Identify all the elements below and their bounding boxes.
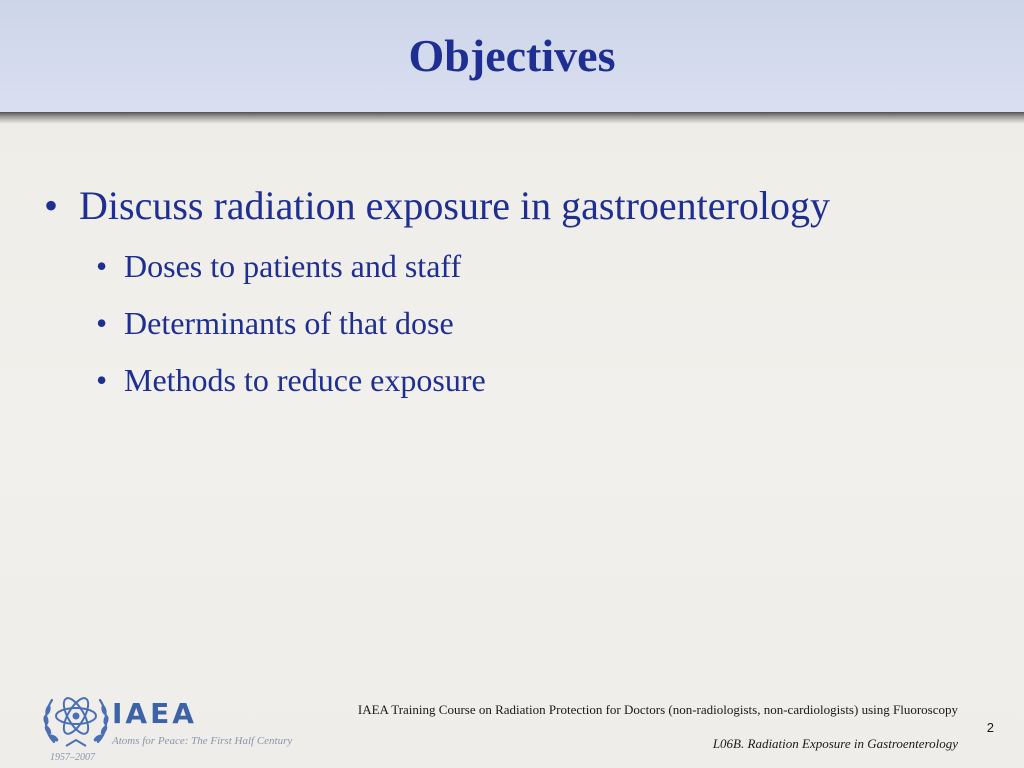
sub-bullet-item	[96, 246, 461, 286]
iaea-years: 1957–2007	[50, 752, 95, 763]
bullet-marker: •	[96, 305, 108, 341]
iaea-logo	[40, 686, 320, 766]
slide-title: Objectives	[408, 30, 616, 81]
bullet-item	[44, 182, 830, 230]
title-divider	[0, 112, 1024, 124]
bullet-marker: •	[96, 362, 108, 398]
sub-bullet-item	[96, 360, 486, 400]
sub-bullet-text: Determinants of that dose	[124, 305, 454, 341]
iaea-wordmark: IAEA	[112, 697, 197, 730]
footer-course-title: IAEA Training Course on Radiation Protection for Doctors (non-radiologists, non-cardiologists) using Fluoroscopy	[357, 702, 958, 717]
bullet-marker: •	[44, 183, 59, 228]
bullet-marker: •	[96, 248, 108, 284]
iaea-tagline: Atoms for Peace: The First Half Century	[112, 735, 293, 747]
sub-bullet-item	[96, 303, 454, 343]
sub-bullet-text: Methods to reduce exposure	[124, 362, 486, 398]
slide-number: 2	[986, 720, 994, 735]
bullet-text: Discuss radiation exposure in gastroenterology	[79, 183, 830, 228]
sub-bullet-text: Doses to patients and staff	[124, 248, 462, 284]
iaea-emblem-icon	[40, 686, 112, 752]
footer-lecture-title: L06B. Radiation Exposure in Gastroenterology	[712, 736, 958, 751]
